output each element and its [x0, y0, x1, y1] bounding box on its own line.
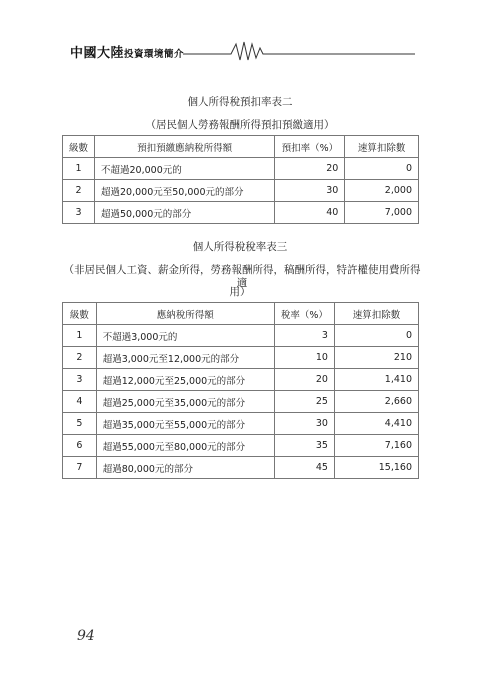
table-cell: 25 [274, 391, 334, 413]
column-header: 速算扣除數 [334, 303, 418, 325]
table-cell: 0 [334, 325, 418, 347]
header-title-sub: 投資環境簡介 [124, 49, 185, 60]
table-cell: 45 [274, 457, 334, 479]
table-cell: 40 [275, 202, 345, 224]
table-cell: 超過35,000元至55,000元的部分 [96, 413, 274, 435]
table-cell: 2 [63, 180, 95, 202]
table-cell: 超過55,000元至80,000元的部分 [96, 435, 274, 457]
table-cell: 20 [274, 369, 334, 391]
table-cell: 3 [63, 369, 97, 391]
table-header-row [63, 136, 419, 158]
running-header-title [70, 42, 184, 61]
table-row [63, 180, 419, 202]
table-cell: 20 [275, 158, 345, 180]
table-cell: 1 [63, 158, 95, 180]
table2-subtitle: （居民個人勞務報酬所得預扣預繳適用） [145, 119, 335, 131]
table-cell: 6 [63, 435, 97, 457]
table-cell: 超過12,000元至25,000元的部分 [96, 369, 274, 391]
running-header [70, 38, 415, 62]
table-cell: 2,000 [345, 180, 419, 202]
column-header: 應納稅所得額 [96, 303, 274, 325]
table3-title: 個人所得稅稅率表三 [192, 241, 288, 253]
table2-title: 個人所得稅預扣率表二 [187, 96, 293, 108]
table-cell: 1 [63, 325, 97, 347]
table3-subtitle-line1: （非居民個人工資、薪金所得，勞務報酬所得，稿酬所得，特許權使用費所得適 [63, 264, 421, 289]
table-cell: 210 [334, 347, 418, 369]
table3-subtitle-line2: 用） [229, 286, 251, 298]
table-cell: 4 [63, 391, 97, 413]
table-cell: 7,000 [345, 202, 419, 224]
table-cell: 超過20,000元至50,000元的部分 [95, 180, 275, 202]
table-cell: 超過80,000元的部分 [96, 457, 274, 479]
column-header: 速算扣除數 [345, 136, 419, 158]
table-row [63, 457, 419, 479]
table-row [63, 435, 419, 457]
column-header: 級數 [63, 303, 97, 325]
header-title-main: 中國大陸 [70, 46, 125, 61]
table-cell: 2,660 [334, 391, 418, 413]
tax-table-3 [62, 302, 419, 479]
column-header: 預扣率（%） [275, 136, 345, 158]
table-cell: 35 [274, 435, 334, 457]
table-row [63, 347, 419, 369]
table-cell: 4,410 [334, 413, 418, 435]
table-cell: 超過50,000元的部分 [95, 202, 275, 224]
column-header: 預扣預繳應納稅所得額 [95, 136, 275, 158]
table-cell: 2 [63, 347, 97, 369]
table-cell: 15,160 [334, 457, 418, 479]
table-row [63, 202, 419, 224]
table-row [63, 391, 419, 413]
table-row [63, 369, 419, 391]
table-cell: 超過25,000元至35,000元的部分 [96, 391, 274, 413]
table-cell: 30 [274, 413, 334, 435]
table-row [63, 413, 419, 435]
table-cell: 10 [274, 347, 334, 369]
table-row [63, 325, 419, 347]
table-cell: 3 [274, 325, 334, 347]
heartbeat-line-icon [183, 38, 415, 62]
table-cell: 不超過20,000元的 [95, 158, 275, 180]
tax-table-2 [62, 135, 419, 224]
column-header: 級數 [63, 136, 95, 158]
table-cell: 30 [275, 180, 345, 202]
page-number: 94 [77, 628, 95, 644]
table-cell: 3 [63, 202, 95, 224]
table-cell: 7 [63, 457, 97, 479]
table-cell: 0 [345, 158, 419, 180]
table-header-row [63, 303, 419, 325]
table-cell: 不超過3,000元的 [96, 325, 274, 347]
table-cell: 7,160 [334, 435, 418, 457]
column-header: 稅率（%） [274, 303, 334, 325]
table-cell: 1,410 [334, 369, 418, 391]
table-cell: 5 [63, 413, 97, 435]
table-cell: 超過3,000元至12,000元的部分 [96, 347, 274, 369]
table-row [63, 158, 419, 180]
